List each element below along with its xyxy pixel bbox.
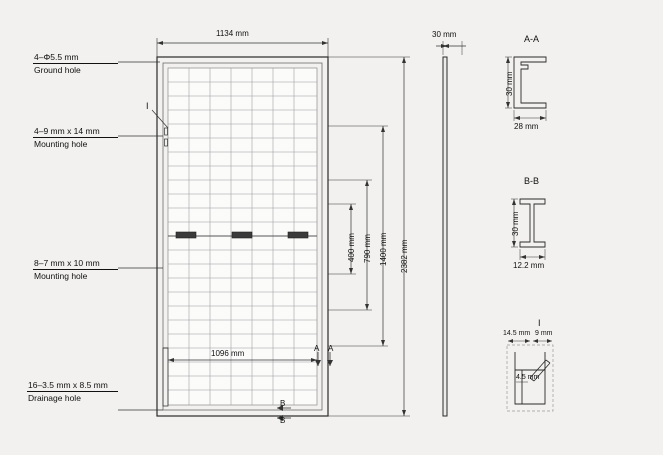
- detail-i-dim-3: 4.5 mm: [516, 374, 540, 381]
- mounting-hole-2-name: Mounting hole: [34, 271, 88, 281]
- mounting-hole-1-name: Mounting hole: [34, 139, 88, 149]
- mounting-hole-2-underline: [33, 269, 118, 270]
- section-bb-title: B-B: [524, 176, 540, 186]
- drainage-hole-underline: [27, 391, 118, 392]
- front-inner-width-dim: 1096 mm: [211, 349, 245, 358]
- ground-hole-underline: [33, 63, 118, 64]
- section-bb-width-dim: 12.2 mm: [513, 261, 545, 270]
- section-aa-height-dim: 30 mm: [505, 71, 514, 96]
- side-thickness-dim: 30 mm: [432, 30, 457, 39]
- section-marker-b-bottom: B: [280, 416, 286, 425]
- front-height-dim-4: 400 mm: [347, 233, 356, 262]
- mounting-hole-2-spec: 8–7 mm x 10 mm: [34, 258, 100, 268]
- mounting-hole-1-underline: [33, 137, 118, 138]
- section-aa-title: A-A: [524, 34, 540, 44]
- drainage-hole-spec: 16–3.5 mm x 8.5 mm: [28, 380, 108, 390]
- front-width-dim: 1134 mm: [216, 29, 249, 38]
- mounting-hole-1-spec: 4–9 mm x 14 mm: [34, 126, 100, 136]
- front-height-dim-2: 1400 mm: [379, 232, 388, 266]
- section-marker-a-right: A: [328, 344, 334, 353]
- section-bb-height-dim: 30 mm: [511, 211, 520, 236]
- detail-i-dim-2: 9 mm: [535, 330, 553, 337]
- section-aa-width-dim: 28 mm: [514, 122, 539, 131]
- front-height-dim: 2382 mm: [400, 239, 409, 273]
- detail-i-dim-1: 14.5 mm: [503, 330, 531, 337]
- drainage-hole-name: Drainage hole: [28, 393, 81, 403]
- ground-hole-spec: 4–Φ5.5 mm: [34, 52, 79, 62]
- section-marker-b-top: B: [280, 399, 286, 408]
- detail-marker-i-front: I: [146, 101, 149, 111]
- ground-hole-name: Ground hole: [34, 65, 81, 75]
- section-marker-a-left: A: [314, 344, 320, 353]
- front-height-dim-3: 790 mm: [363, 234, 372, 263]
- detail-i-title: I: [538, 318, 541, 328]
